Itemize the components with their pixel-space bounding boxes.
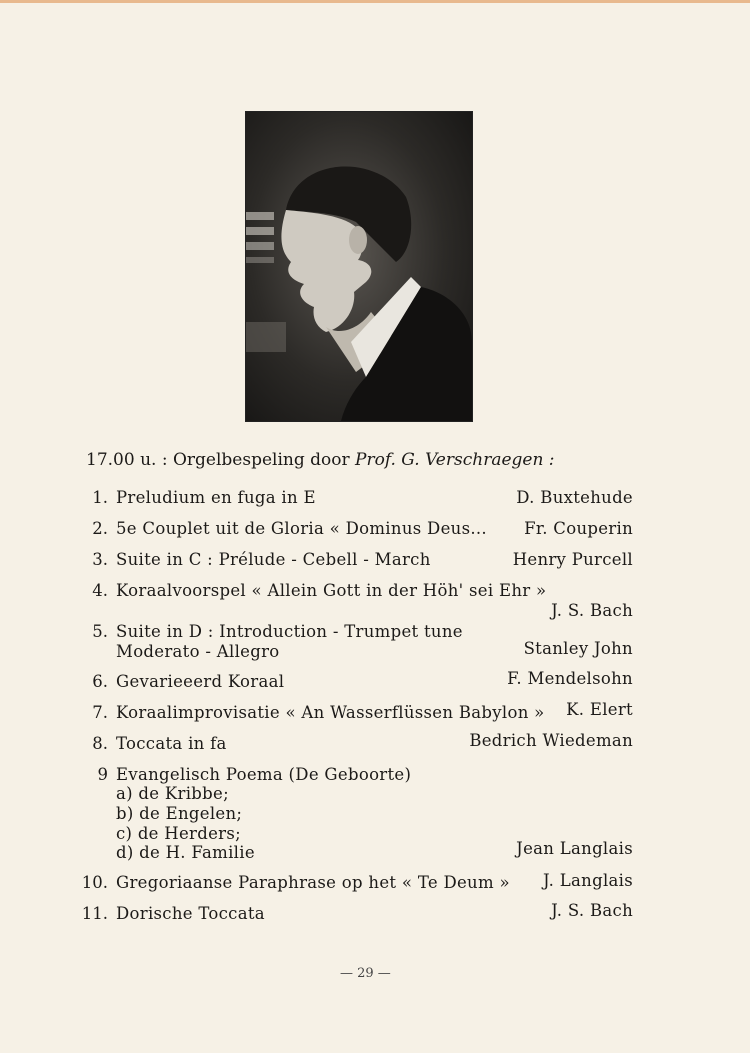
movement-c: c) de Herders; — [116, 824, 241, 843]
item-composer: D. Buxtehude — [516, 488, 633, 507]
item-number: 4. — [92, 581, 108, 600]
item-title: 5e Couplet uit de Gloria « Dominus Deus... — [116, 519, 487, 538]
item-number: 6. — [92, 672, 108, 691]
item-title-continued: Moderato - Allegro — [116, 642, 280, 661]
page-edge — [0, 0, 750, 3]
item-number: 8. — [92, 734, 108, 753]
item-composer: J. S. Bach — [551, 601, 633, 620]
item-title: Suite in C : Prélude - Cebell - March — [116, 550, 431, 569]
movement-a: a) de Kribbe; — [116, 784, 229, 803]
item-composer: Fr. Couperin — [524, 519, 633, 538]
performer-name: Prof. G. Verschraegen : — [355, 450, 555, 470]
item-title: Dorische Toccata — [116, 904, 265, 923]
item-title: Toccata in fa — [116, 734, 227, 753]
item-number: 11. — [81, 904, 108, 923]
heading-time: 17.00 u. : Orgelbespeling door — [86, 450, 356, 470]
movement-b: b) de Engelen; — [116, 804, 243, 823]
item-number: 3. — [92, 550, 108, 569]
item-title: Suite in D : Introduction - Trumpet tune — [116, 622, 463, 641]
item-title: Koraalvoorspel « Allein Gott in der Höh' sei Ehr » — [116, 581, 547, 600]
item-title: Koraalimprovisatie « An Wasserflüssen Babylon » — [116, 703, 545, 722]
item-number: 5. — [92, 622, 108, 641]
item-composer: F. Mendelsohn — [507, 669, 633, 688]
item-number: 1. — [92, 488, 108, 507]
item-number: 10. — [81, 873, 108, 892]
item-composer: Stanley John — [523, 639, 633, 658]
item-composer: J. S. Bach — [551, 901, 633, 920]
portrait-photo — [245, 111, 473, 422]
item-composer: Bedrich Wiedeman — [469, 731, 633, 750]
item-composer: Henry Purcell — [512, 550, 633, 569]
item-composer: Jean Langlais — [516, 839, 633, 858]
item-title: Evangelisch Poema (De Geboorte) — [116, 765, 412, 784]
page-number: — 29 — — [340, 966, 391, 981]
item-number: 9 — [97, 765, 108, 784]
item-number: 2. — [92, 519, 108, 538]
item-title: Gevarieeerd Koraal — [116, 672, 285, 691]
item-title: Gregoriaanse Paraphrase op het « Te Deum » — [116, 873, 510, 892]
movement-d: d) de H. Familie — [116, 843, 255, 862]
program-heading — [86, 450, 555, 470]
item-composer: J. Langlais — [543, 871, 633, 890]
item-title: Preludium en fuga in E — [116, 488, 316, 507]
item-composer: K. Elert — [566, 700, 633, 719]
item-number: 7. — [92, 703, 108, 722]
